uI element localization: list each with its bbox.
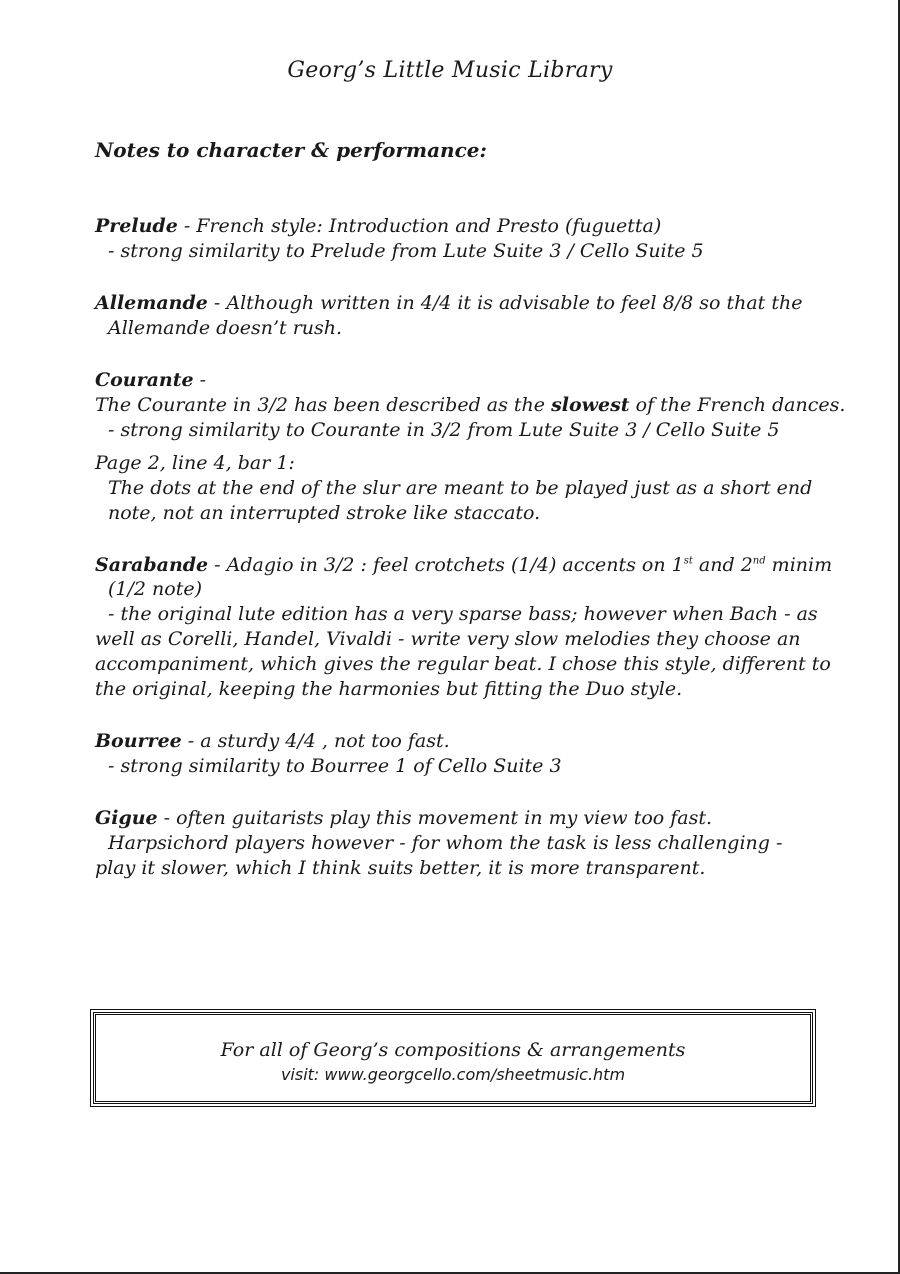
sarabande-line-2: (1/2 note) [108,578,202,600]
allemande-line-1 [95,291,802,315]
sarabande-line-5: accompaniment, which gives the regular beat. I chose this style, different to [95,653,831,675]
bourree-text: - a sturdy 4/4 , not too fast. [181,730,450,752]
sarabande-text-c: minim [765,554,833,576]
courante-ref-line-1: The dots at the end of the slur are meant to be played just as a short end [108,477,813,499]
notes-title: Notes to character & performance: [95,138,487,162]
bourree-line-2: - strong similarity to Bourree 1 of Cello Suite 3 [108,755,562,777]
courante-line-1 [95,393,845,417]
bourree-line-1 [95,729,450,753]
gigue-text: - often guitarists play this movement in my view too fast. [157,807,713,829]
page-header: Georg’s Little Music Library [287,58,613,83]
courante-heading-line [95,368,206,392]
courante-line-2: - strong similarity to Courante in 3/2 from Lute Suite 3 / Cello Suite 5 [108,419,780,441]
sarabande-sup-2: nd [752,555,766,567]
sarabande-line-3: - the original lute edition has a very sparse bass; however when Bach - as [108,603,818,625]
courante-ref: Page 2, line 4, bar 1: [95,452,295,474]
courante-text-a: The Courante in 3/2 has been described as the [95,394,552,416]
footer-box-url[interactable]: visit: www.georgcello.com/sheetmusic.htm [280,1065,626,1084]
footer-box-line-1: For all of Georg’s compositions & arrangements [220,1039,686,1061]
footer-box [93,1012,813,1104]
courante-heading: Courante [95,369,194,391]
gigue-heading: Gigue [95,807,158,829]
prelude-text: - French style: Introduction and Presto (fuguetta) [177,215,662,237]
prelude-line-1 [95,214,661,238]
gigue-line-2: Harpsichord players however - for whom the task is less challenging - [108,832,783,854]
allemande-text: - Although written in 4/4 it is advisable to feel 8/8 so that the [207,292,803,314]
sarabande-line-1 [95,553,832,577]
sarabande-line-4: well as Corelli, Handel, Vivaldi - write very slow melodies they choose an [95,628,801,650]
sarabande-text-b: and 2 [692,554,753,576]
gigue-line-1 [95,806,712,830]
allemande-line-2: Allemande doesn’t rush. [108,317,343,339]
bourree-heading: Bourree [95,730,182,752]
sarabande-line-6: the original, keeping the harmonies but fitting the Duo style. [95,678,683,700]
prelude-heading: Prelude [95,215,178,237]
courante-text-b: of the French dances. [629,394,846,416]
gigue-line-3: play it slower, which I think suits better, it is more transparent. [95,857,706,879]
courante-text-bold: slowest [551,394,630,416]
allemande-heading: Allemande [95,292,208,314]
sarabande-sup-1: st [683,555,693,567]
sarabande-text-a: - Adagio in 3/2 : feel crotchets (1/4) accents on 1 [208,554,684,576]
sarabande-heading: Sarabande [95,554,209,576]
courante-heading-suffix: - [193,369,207,391]
prelude-line-2: - strong similarity to Prelude from Lute Suite 3 / Cello Suite 5 [108,240,704,262]
courante-ref-line-2: note, not an interrupted stroke like staccato. [108,502,541,524]
